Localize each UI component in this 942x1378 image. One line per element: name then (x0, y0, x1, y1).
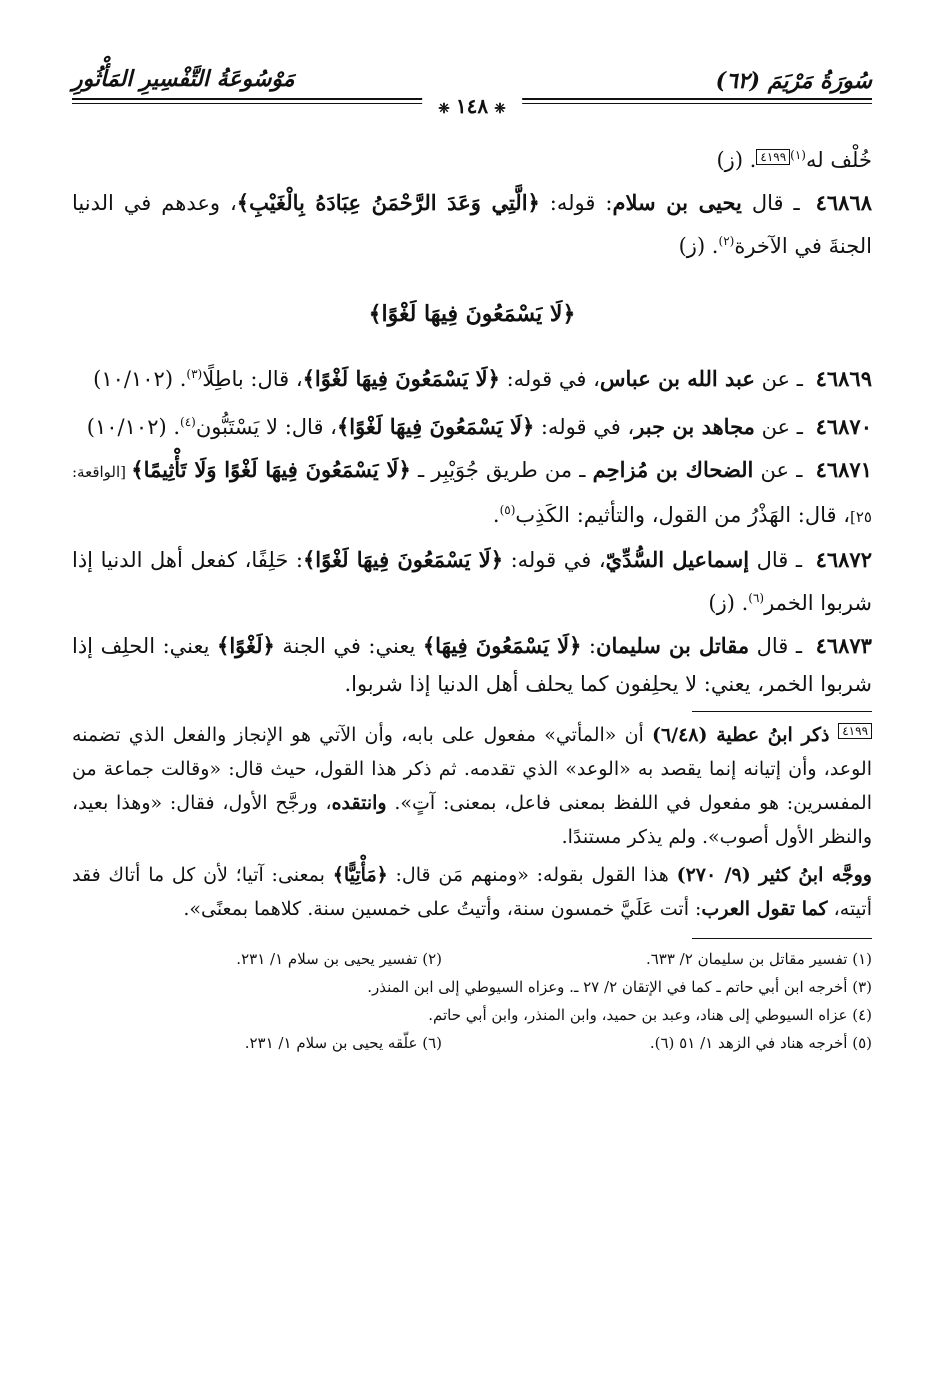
ornament-icon: ❈ (438, 101, 450, 117)
footnote-4: (٤) عزاه السيوطي إلى هناد، وعبد بن حميد، وابن المنذر، وابن أبي حاتم. (428, 1006, 872, 1024)
note-ref-box[interactable]: ٤١٩٩ (756, 149, 790, 165)
narration-number: ٤٦٨٧٣ (815, 633, 872, 658)
surah-title: سُورَةُ مَرْيَمَ (٦٢) (715, 68, 872, 94)
narration-number: ٤٦٨٦٨ (815, 190, 873, 215)
narration-46871: ٤٦٨٧١ ـ عن الضحاك بن مُزاحِم ـ من طريق جُوَيْبِر ـ ﴿لَا يَسْمَعُونَ فِيهَا لَغْوًا وَلَا تَأْثِيمًا﴾ [الواقعة: ٢٥]، قال: الهَذْرُ من القول، والتأثيم: الكَذِب$^{(٥)}$. (72, 457, 872, 527)
page (72, 58, 872, 1358)
narrator-name: الضحاك بن مُزاحِم (592, 457, 754, 482)
footnote-row (72, 1029, 872, 1057)
continuation-line: خُلْف له$^{(١)}$٤١٩٩. (ز) (716, 148, 872, 172)
main-text (72, 136, 872, 1057)
quran-quote: ﴿الَّتِي وَعَدَ الرَّحْمَنُ عِبَادَهُ بِالْغَيْبِ﴾ (236, 190, 540, 215)
page-header (72, 58, 872, 118)
quran-quote: ﴿لَا يَسْمَعُونَ فِيهَا لَغْوًا وَلَا تَأْثِيمًا﴾ (131, 457, 411, 482)
footnote-ref[interactable]: (١) (790, 148, 806, 162)
quran-quote: ﴿لَا يَسْمَعُونَ فِيهَا﴾ (422, 633, 582, 658)
scholar-name: ذكر ابنُ عطية (٦/٤٨) (651, 724, 839, 746)
narration-46868: ٤٦٨٦٨ ـ قال يحيى بن سلام: قوله: ﴿الَّتِي وَعَدَ الرَّحْمَنُ عِبَادَهُ بِالْغَيْبِ﴾، وعدهم في الدنيا الجنةَ في الآخرة$^{(٢)}$. (ز) (72, 190, 873, 258)
section-heading: ﴿لَا يَسْمَعُونَ فِيهَا لَغْوًا﴾ (368, 301, 576, 327)
footnote-ref[interactable]: (٦) (748, 591, 765, 605)
page-number (422, 94, 522, 118)
narrator-name: عبد الله بن عباس (599, 366, 755, 391)
footnote-ref[interactable]: (٥) (499, 503, 516, 517)
footnote-ref[interactable]: (٢) (718, 234, 735, 248)
narration-number: ٤٦٨٦٩ (815, 366, 872, 391)
footnote-6: (٦) علّقه يحيى بن سلام ١/ ٢٣١. (244, 1034, 442, 1052)
note-number-box: ٤١٩٩ (838, 723, 872, 739)
notes-separator (692, 711, 872, 712)
quran-quote: ﴿مَأْتِيًّا﴾ (332, 864, 388, 886)
footnote-5: (٥) أخرجه هناد في الزهد ١/ ٥١ (٦). (649, 1034, 872, 1052)
verse-citation: [الواقعة: ٢٥] (72, 463, 872, 526)
footnotes-separator (692, 938, 872, 939)
quran-quote: ﴿لَا يَسْمَعُونَ فِيهَا لَغْوًا﴾ (336, 414, 535, 439)
page-number-value: ١٤٨ (455, 94, 489, 118)
narration-number: ٤٦٨٧٠ (815, 414, 872, 439)
narrator-name: مجاهد بن جبر (634, 414, 755, 439)
narrator-name: إسماعيل السُّدِّيّ (605, 547, 750, 572)
narrator-name: يحيى بن سلام (612, 190, 742, 215)
scholar-name: ووجَّه ابنُ كثير (٩/ ٢٧٠) (676, 864, 872, 886)
narrator-name: مقاتل بن سليمان (596, 633, 750, 658)
quran-quote: ﴿لَغْوًا﴾ (217, 633, 275, 658)
footnote-1: (١) تفسير مقاتل بن سليمان ٢/ ٦٣٣. (645, 950, 872, 968)
narration-46869: ٤٦٨٦٩ ـ عن عبد الله بن عباس، في قوله: ﴿لَا يَسْمَعُونَ فِيهَا لَغْوًا﴾، قال: باطِلًا$^{(٣)}$. (١٠/١٠٢) (93, 366, 872, 391)
narration-number: ٤٦٨٧٢ (815, 547, 872, 572)
footnotes (72, 945, 872, 1057)
footnote-ref[interactable]: (٤) (180, 415, 196, 429)
quran-quote: ﴿لَا يَسْمَعُونَ فِيهَا لَغْوًا﴾ (303, 547, 503, 572)
scholar-note-4199: ٤١٩٩ ذكر ابنُ عطية (٦/٤٨) أن «المأتي» مفعول على بابه، وأن الآتي هو الإنجاز والفعل الذي تضمنه الوعد، وأن إتيانه إنما يقصد به «الوعد» الذي تقدمه. ثم ذكر هذا القول، حيث قال: «وقالت جماعة من المفسرين: هو مفعول في اللفظ بمعنى فاعل، بمعنى: آتٍ». وانتقده، ورجَّح الأول، فقال: «وهذا بعيد، والنظر الأول أصوب». ولم يذكر مستندًا. (72, 724, 872, 848)
narration-46870: ٤٦٨٧٠ ـ عن مجاهد بن جبر، في قوله: ﴿لَا يَسْمَعُونَ فِيهَا لَغْوًا﴾، قال: لا يَسْتَبُّون$^{(٤)}$. (١٠/١٠٢) (86, 414, 872, 439)
ornament-icon: ❈ (494, 101, 506, 117)
footnote-3: (٣) أخرجه ابن أبي حاتم ـ كما في الإتقان ٢/ ٢٧ ـ. وعزاه السيوطي إلى ابن المنذر. (367, 978, 872, 996)
footnote-2: (٢) تفسير يحيى بن سلام ١/ ٢٣١. (236, 950, 442, 968)
scholar-note-ibn-kathir: ووجَّه ابنُ كثير (٩/ ٢٧٠) هذا القول بقوله: «ومنهم مَن قال: ﴿مَأْتِيًّا﴾ بمعنى: آتيا؛ لأن كل ما أتاك فقد أتيته، كما تقول العرب: أتت عَلَيَّ خمسون سنة، وأتيتُ على خمسين سنة. كلاهما بمعنًى». (72, 864, 872, 920)
narration-46872: ٤٦٨٧٢ ـ قال إسماعيل السُّدِّيّ، في قوله: ﴿لَا يَسْمَعُونَ فِيهَا لَغْوًا﴾: حَلِفًا، كفعل أهل الدنيا إذا شربوا الخمر$^{(٦)}$. (ز) (72, 547, 872, 615)
footnote-row (72, 945, 872, 973)
book-title: مَوْسُوعَةُ التَّفْسِيرِ المَأْثُورِ (72, 66, 295, 92)
narration-number: ٤٦٨٧١ (815, 457, 872, 482)
footnote-ref[interactable]: (٣) (186, 367, 203, 381)
narration-46873: ٤٦٨٧٣ ـ قال مقاتل بن سليمان: ﴿لَا يَسْمَعُونَ فِيهَا﴾ يعني: في الجنة ﴿لَغْوًا﴾ يعني: الحلِف إذا شربوا الخمر، يعني: لا يحلِفون كما يحلف أهل الدنيا إذا شربوا. (72, 633, 872, 696)
quran-quote: ﴿لَا يَسْمَعُونَ فِيهَا لَغْوًا﴾ (302, 366, 500, 391)
